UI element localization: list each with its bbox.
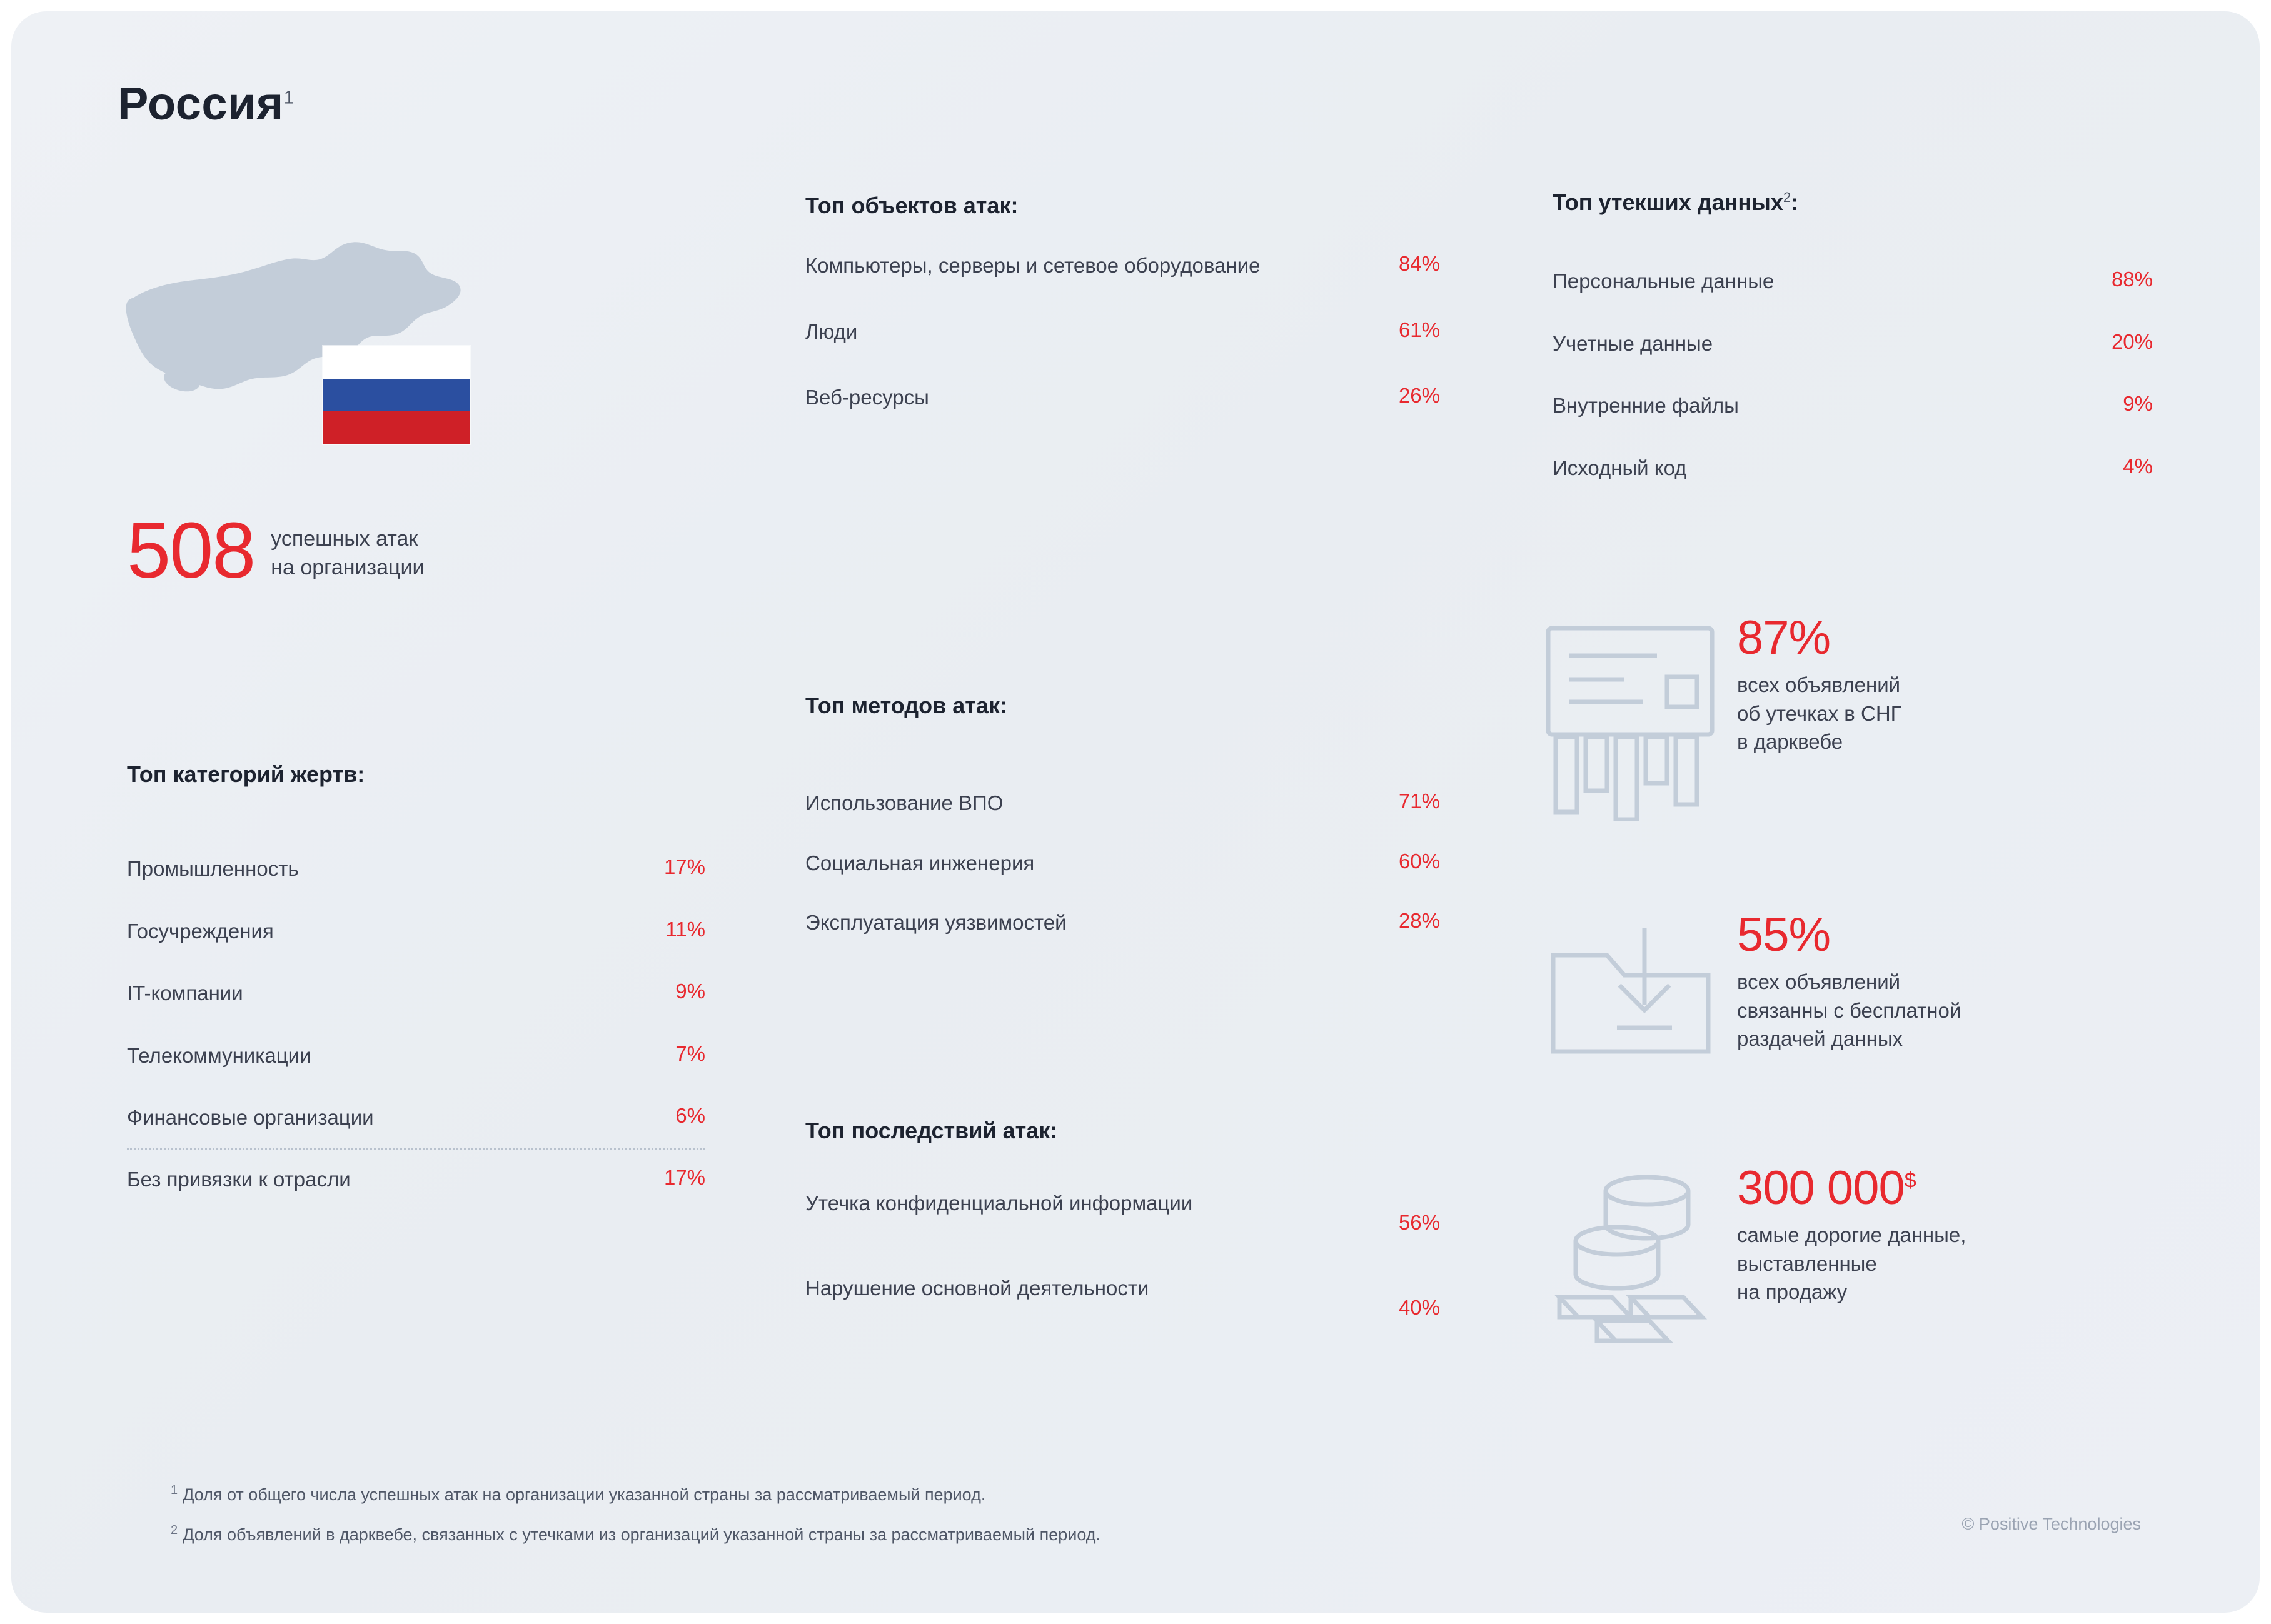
targets-item-value: 61%	[1398, 318, 1440, 341]
footnotes	[171, 1483, 1100, 1563]
methods-item-value: 71%	[1398, 789, 1440, 813]
list-item	[805, 909, 1440, 936]
victims-item-label: Промышленность	[127, 857, 299, 880]
consequences-section-title: Топ последствий атак:	[805, 1118, 1058, 1143]
footnote-text: Доля от общего числа успешных атак на организации указанной страны за рассматриваемый период.	[183, 1485, 986, 1504]
footnote-marker: 1	[171, 1483, 178, 1497]
list-item	[805, 252, 1440, 279]
attacks-caption	[271, 519, 424, 583]
highlight-text	[1725, 908, 1961, 1053]
leaked-item-value: 20%	[2111, 329, 2153, 353]
victims-other-label: Без привязки к отрасли	[127, 1167, 351, 1191]
leaked-item-label: Исходный код	[1553, 456, 1687, 479]
highlight-description	[1737, 1221, 1966, 1306]
list-item	[127, 1166, 705, 1193]
highlight-currency: $	[1904, 1168, 1916, 1193]
highlight-free-distribution	[1537, 908, 2200, 1102]
money-coins-icon	[1537, 1165, 1725, 1355]
highlight-text	[1725, 1161, 1966, 1306]
targets-item-label: Веб-ресурсы	[805, 386, 929, 409]
list-item	[127, 855, 705, 883]
leaked-item-value: 9%	[2123, 392, 2153, 416]
russia-flag-icon	[323, 346, 470, 444]
highlight-text	[1725, 611, 1902, 756]
highlight-desc-line3: в дарквебе	[1737, 730, 1843, 754]
leaked-title-colon: :	[1791, 189, 1799, 215]
leaked-item-label: Персональные данные	[1553, 269, 1775, 293]
methods-item-label: Эксплуатация уязвимостей	[805, 911, 1067, 935]
leaked-footnote-marker: 2	[1783, 189, 1791, 205]
successful-attacks-stat	[127, 506, 425, 594]
victims-item-value: 17%	[663, 855, 705, 878]
list-item	[127, 980, 705, 1007]
list-item	[805, 1190, 1440, 1235]
methods-section-title: Топ методов атак:	[805, 693, 1007, 718]
targets-item-value: 84%	[1398, 252, 1440, 275]
victims-other-value: 17%	[663, 1165, 705, 1189]
list-divider	[127, 1148, 705, 1150]
list-item	[1553, 268, 2153, 295]
list-item	[805, 850, 1440, 877]
highlight-value-row	[1737, 1161, 1966, 1215]
country-footnote-marker: 1	[283, 87, 295, 108]
highlight-desc-line1: всех объявлений	[1737, 970, 1901, 993]
footnote	[171, 1483, 1100, 1505]
victims-item-value: 6%	[675, 1104, 705, 1128]
leaked-section-title	[1553, 189, 1798, 216]
consequences-item-value: 40%	[1398, 1296, 1440, 1319]
highlight-desc-line2: об утечках в СНГ	[1737, 701, 1902, 725]
methods-item-value: 60%	[1398, 849, 1440, 873]
targets-item-value: 26%	[1398, 384, 1440, 408]
highlight-most-expensive-data	[1537, 1161, 2237, 1355]
list-item	[805, 318, 1440, 346]
targets-item-label: Люди	[805, 319, 858, 343]
leaked-item-label: Внутренние файлы	[1553, 394, 1739, 418]
highlight-desc-line1: самые дорогие данные,	[1737, 1223, 1966, 1246]
methods-item-label: Социальная инженерия	[805, 851, 1035, 875]
victims-item-value: 7%	[675, 1041, 705, 1065]
highlight-desc-line2: выставленные	[1737, 1251, 1877, 1275]
attacks-caption-line2: на организации	[271, 556, 425, 579]
country-name: Россия	[118, 78, 284, 129]
victims-item-label: Финансовые организации	[127, 1106, 374, 1130]
methods-item-label: Использование ВПО	[805, 791, 1004, 815]
leaked-item-value: 88%	[2111, 268, 2153, 291]
highlight-darkweb-ads	[1537, 611, 2200, 824]
consequences-item-label: Утечка конфиденциальной информации	[805, 1191, 1193, 1215]
highlight-value: 300 000	[1737, 1161, 1905, 1215]
victims-item-label: Телекоммуникации	[127, 1043, 311, 1067]
document-leak-icon	[1537, 614, 1725, 824]
consequences-list	[805, 1190, 1440, 1320]
methods-list	[805, 789, 1440, 936]
attacks-count: 508	[127, 506, 255, 594]
targets-list	[805, 252, 1440, 411]
targets-section-title: Топ объектов атак:	[805, 193, 1019, 218]
highlight-desc-line1: всех объявлений	[1737, 673, 1901, 696]
flag-stripe-red	[323, 411, 470, 444]
consequences-item-value: 56%	[1398, 1211, 1440, 1234]
footnote-marker: 2	[171, 1523, 178, 1537]
copyright: © Positive Technologies	[1961, 1515, 2141, 1533]
highlight-value: 55%	[1737, 908, 1831, 961]
highlight-description	[1737, 968, 1961, 1053]
highlight-desc-line3: раздачей данных	[1737, 1027, 1903, 1051]
targets-item-label: Компьютеры, серверы и сетевое оборудование	[805, 254, 1261, 277]
page-title	[118, 77, 295, 130]
methods-item-value: 28%	[1398, 909, 1440, 933]
attacks-caption-line1: успешных атак	[271, 527, 418, 551]
list-item	[127, 918, 705, 945]
list-item	[805, 1275, 1440, 1320]
highlight-description	[1737, 671, 1902, 756]
leaked-list	[1553, 268, 2153, 481]
leaked-section-title-text: Топ утекших данных	[1553, 189, 1783, 215]
victims-section-title: Топ категорий жертв:	[127, 761, 365, 787]
victims-item-label: IT-компании	[127, 981, 243, 1005]
list-item	[127, 1104, 705, 1131]
list-item	[127, 1042, 705, 1070]
consequences-item-label: Нарушение основной деятельности	[805, 1276, 1149, 1300]
footnote-text: Доля объявлений в дарквебе, связанных с утечками из организаций указанной страны за рассматриваемый период.	[183, 1525, 1100, 1544]
highlight-desc-line3: на продажу	[1737, 1280, 1848, 1304]
list-item	[805, 789, 1440, 817]
highlight-desc-line2: связанны с бесплатной	[1737, 998, 1961, 1022]
highlight-value: 87%	[1737, 611, 1831, 664]
flag-stripe-blue	[323, 379, 470, 412]
victims-list	[127, 855, 705, 1193]
list-item	[1553, 330, 2153, 358]
leaked-item-label: Учетные данные	[1553, 331, 1713, 355]
victims-item-label: Госучреждения	[127, 919, 274, 943]
victims-item-value: 11%	[665, 917, 705, 941]
victims-item-value: 9%	[675, 980, 705, 1003]
list-item	[1553, 454, 2153, 482]
list-item	[1553, 392, 2153, 419]
footnote	[171, 1523, 1100, 1545]
infographic-card	[11, 11, 2260, 1613]
list-item	[805, 384, 1440, 411]
leaked-item-value: 4%	[2123, 454, 2153, 478]
flag-stripe-white	[323, 346, 470, 379]
folder-download-icon	[1537, 911, 1725, 1102]
